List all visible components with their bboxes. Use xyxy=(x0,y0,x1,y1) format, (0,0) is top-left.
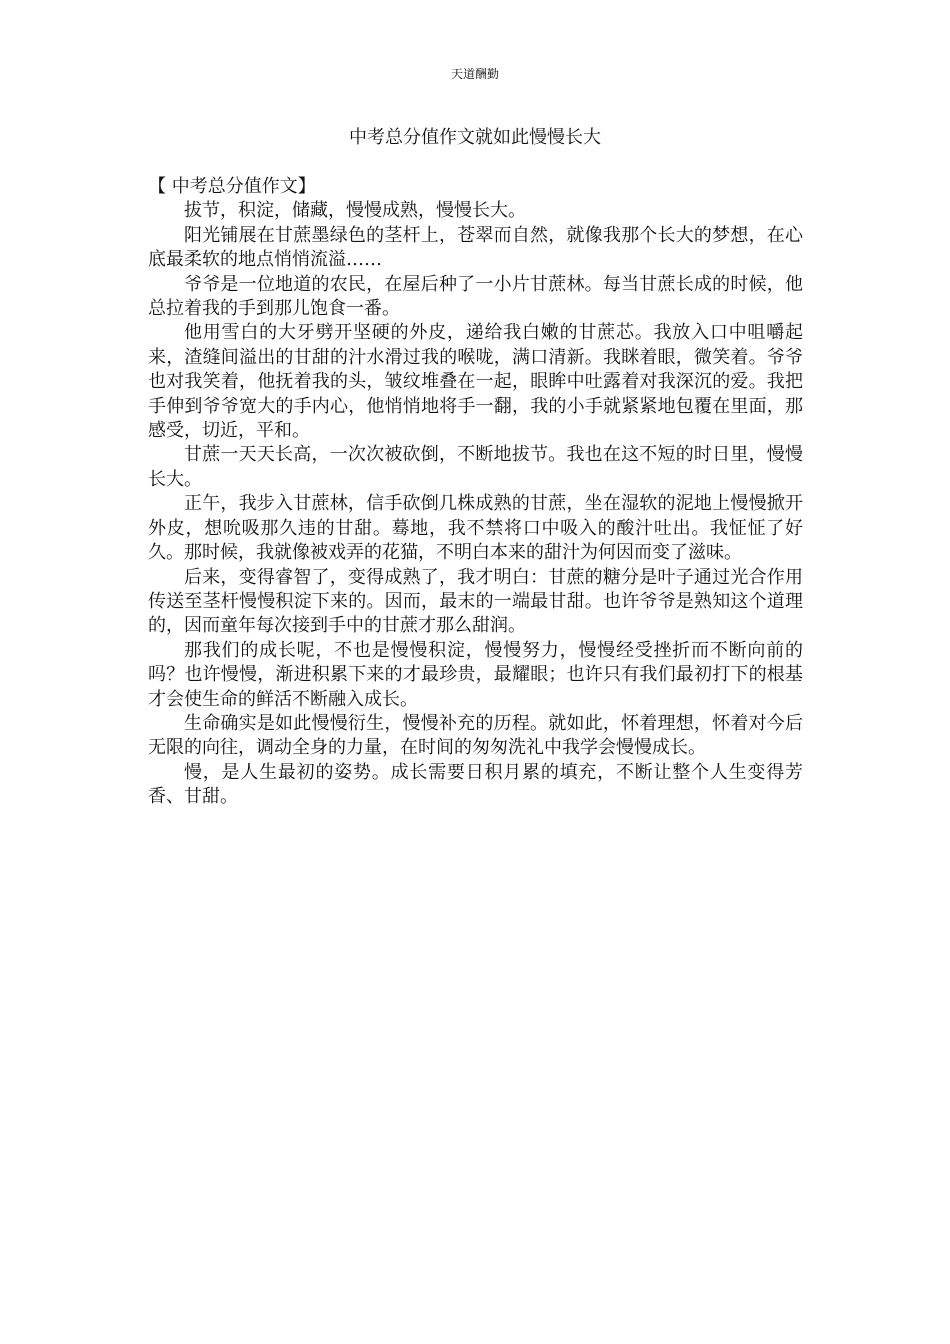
paragraph: 甘蔗一天天长高，一次次被砍倒，不断地拔节。我也在这不短的时日里，慢慢长大。 xyxy=(148,444,803,490)
paragraph: 爷爷是一位地道的农民，在屋后种了一小片甘蔗林。每当甘蔗长成的时候，他总拉着我的手到那儿饱食一番。 xyxy=(148,273,803,320)
document-title: 中考总分值作文就如此慢慢长大 xyxy=(349,127,601,148)
paragraph: 后来，变得睿智了，变得成熟了，我才明白：甘蔗的糖分是叶子通过光合作用传送至茎杆慢慢积淀下来的。因而，最末的一端最甘甜。也许爷爷是熟知这个道理的，因而童年每次接到手中的甘蔗才那么甜润。 xyxy=(148,566,803,637)
paragraph: 慢，是人生最初的姿势。成长需要日积月累的填充，不断让整个人生变得芳香、甘甜。 xyxy=(148,761,803,808)
paragraph: 拔节，积淀，储藏，慢慢成熟，慢慢长大。 xyxy=(184,200,526,222)
section-label: 【 中考总分值作文】 xyxy=(148,176,316,197)
paragraph: 阳光铺展在甘蔗墨绿色的茎杆上，苍翠而自然，就像我那个长大的梦想，在心底最柔软的地点悄悄流溢…… xyxy=(148,224,803,271)
paragraph: 生命确实是如此慢慢衍生，慢慢补充的历程。就如此，怀着理想，怀着对今后无限的向往，调动全身的力量，在时间的匆匆洗礼中我学会慢慢成长。 xyxy=(148,712,803,759)
paragraph: 那我们的成长呢，不也是慢慢积淀，慢慢努力，慢慢经受挫折而不断向前的吗？也许慢慢，渐进积累下来的才最珍贵，最耀眼；也许只有我们最初打下的根基才会使生命的鲜活不断融入成长。 xyxy=(148,639,803,710)
page-header: 天道酬勤 xyxy=(450,67,499,81)
essay-body xyxy=(148,175,803,810)
paragraph: 他用雪白的大牙劈开坚硬的外皮，递给我白嫩的甘蔗芯。我放入口中咀嚼起来，渣缝间溢出的甘甜的汁水滑过我的喉咙，满口清新。我眯着眼，微笑着。爷爷也对我笑着，他抚着我的头，皱纹堆叠在一起，眼眸中吐露着对我深沉的爱。我把手伸到爷爷宽大的手内心，他悄悄地将手一翻，我的小手就紧紧地包覆在里面，那感受，切近，平和。 xyxy=(148,322,803,442)
paragraph: 正午，我步入甘蔗林，信手砍倒几株成熟的甘蔗，坐在湿软的泥地上慢慢掀开外皮，想吮吸那久违的甘甜。蓦地，我不禁将口中吸入的酸汁吐出。我怔怔了好久。那时候，我就像被戏弄的花猫，不明白本来的甜汁为何因而变了滋味。 xyxy=(148,493,803,564)
